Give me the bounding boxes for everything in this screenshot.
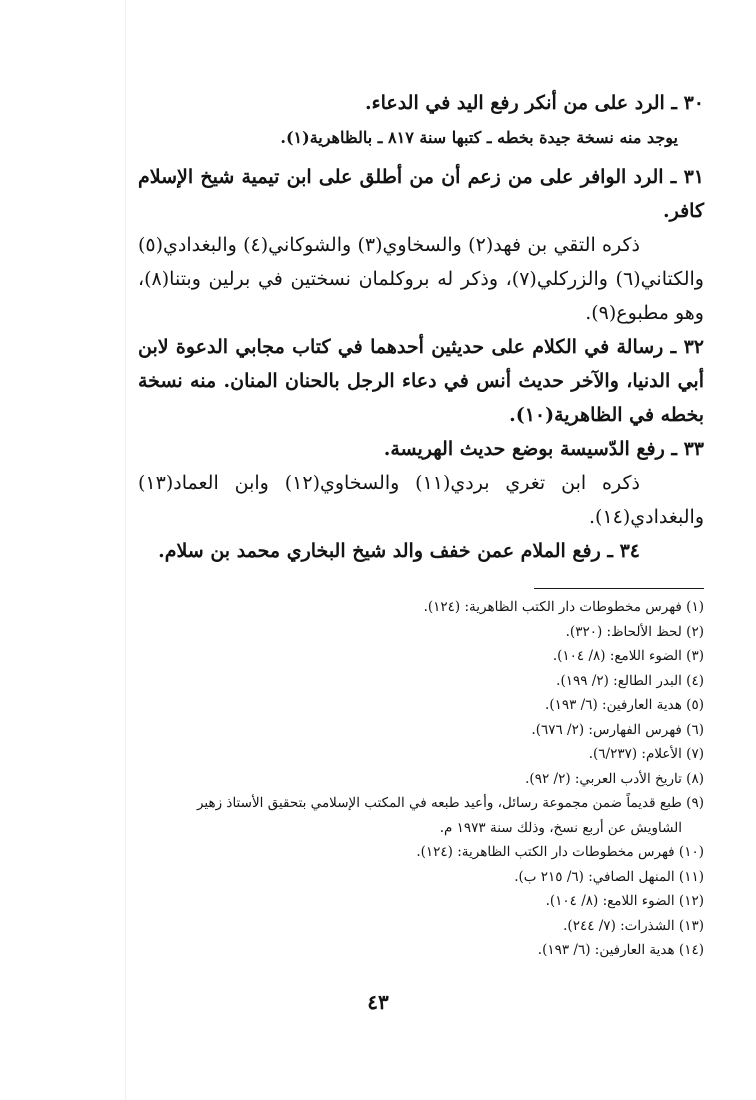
page-number: ٤٣ bbox=[367, 990, 389, 1014]
page-edge-line bbox=[125, 0, 126, 1100]
footnote-2: (٢) لحظ الألحاظ: (٣٢٠). bbox=[565, 623, 704, 640]
footnote-4: (٤) البدر الطالع: (٢/ ١٩٩). bbox=[556, 672, 704, 689]
entry-31-title: ٣١ ـ الرد الوافر على من زعم أن من أطلق على ابن تيمية شيخ الإسلام كافر. bbox=[138, 166, 704, 222]
footnote-11: (١١) المنهل الصافي: (٦/ ٢١٥ ب). bbox=[514, 868, 704, 885]
footnote-1: (١) فهرس مخطوطات دار الكتب الظاهرية: (١٢٤). bbox=[423, 599, 704, 615]
entry-30 bbox=[138, 86, 704, 120]
footnote-3: (٣) الضوء اللامع: (٨/ ١٠٤). bbox=[552, 648, 704, 664]
entry-33-desc: ذكره ابن تغري بردي(١١) والسخاوي(١٢) وابن العماد(١٣) والبغدادي(١٤). bbox=[138, 472, 704, 528]
footnote-10: (١٠) فهرس مخطوطات دار الكتب الظاهرية: (١٢٤). bbox=[416, 844, 704, 860]
entry-33-title: ٣٣ ـ رفع الدّسيسة بوضع حديث الهريسة. bbox=[383, 438, 704, 460]
footnote-12: (١٢) الضوء اللامع: (٨/ ١٠٤). bbox=[545, 893, 704, 909]
footnote-5: (٥) هدية العارفين: (٦/ ١٩٣). bbox=[545, 697, 704, 713]
page-body bbox=[138, 86, 704, 963]
footnote-7: (٧) الأعلام: (٦/٢٣٧). bbox=[588, 746, 704, 762]
footnotes-list bbox=[138, 595, 704, 963]
footnote-14: (١٤) هدية العارفين: (٦/ ١٩٣). bbox=[537, 942, 704, 958]
footnote-9-continuation: الشاويش عن أربع نسخ، وذلك سنة ١٩٧٣ م. bbox=[439, 819, 682, 836]
entry-34-title: ٣٤ ـ رفع الملام عمن خفف والد شيخ البخاري محمد بن سلام. bbox=[158, 540, 640, 562]
entry-30-title: ٣٠ ـ الرد على من أنكر رفع اليد في الدعاء. bbox=[365, 92, 704, 114]
entry-30-note: يوجد منه نسخة جيدة بخطه ـ كتبها سنة ٨١٧ ـ بالظاهرية(١). bbox=[280, 128, 678, 147]
footnote-8: (٨) تاريخ الأدب العربي: (٢/ ٩٢). bbox=[525, 770, 704, 787]
entry-32-title: ٣٢ ـ رسالة في الكلام على حديثين أحدهما في كتاب مجابي الدعوة لابن أبي الدنيا، والآخر حديث أنس في دعاء الرجل بالحنان المنان. منه نسخة بخطه في الظاهرية(١٠). bbox=[138, 336, 704, 426]
entry-31-desc: ذكره التقي بن فهد(٢) والسخاوي(٣) والشوكاني(٤) والبغدادي(٥) والكتاني(٦) والزركلي(٧)، وذكر له بروكلمان نسختين في برلين وبتنا(٨)، وهو مطبوع(٩). bbox=[138, 234, 704, 324]
footnote-separator bbox=[534, 588, 704, 589]
footnote-6: (٦) فهرس الفهارس: (٢/ ٦٧٦). bbox=[531, 721, 704, 738]
footnote-13: (١٣) الشذرات: (٧/ ٢٤٤). bbox=[563, 917, 704, 934]
footnote-9: (٩) طبع قديماً ضمن مجموعة رسائل، وأعيد طبعه في المكتب الإسلامي بتحقيق الأستاذ زهير bbox=[196, 795, 704, 811]
